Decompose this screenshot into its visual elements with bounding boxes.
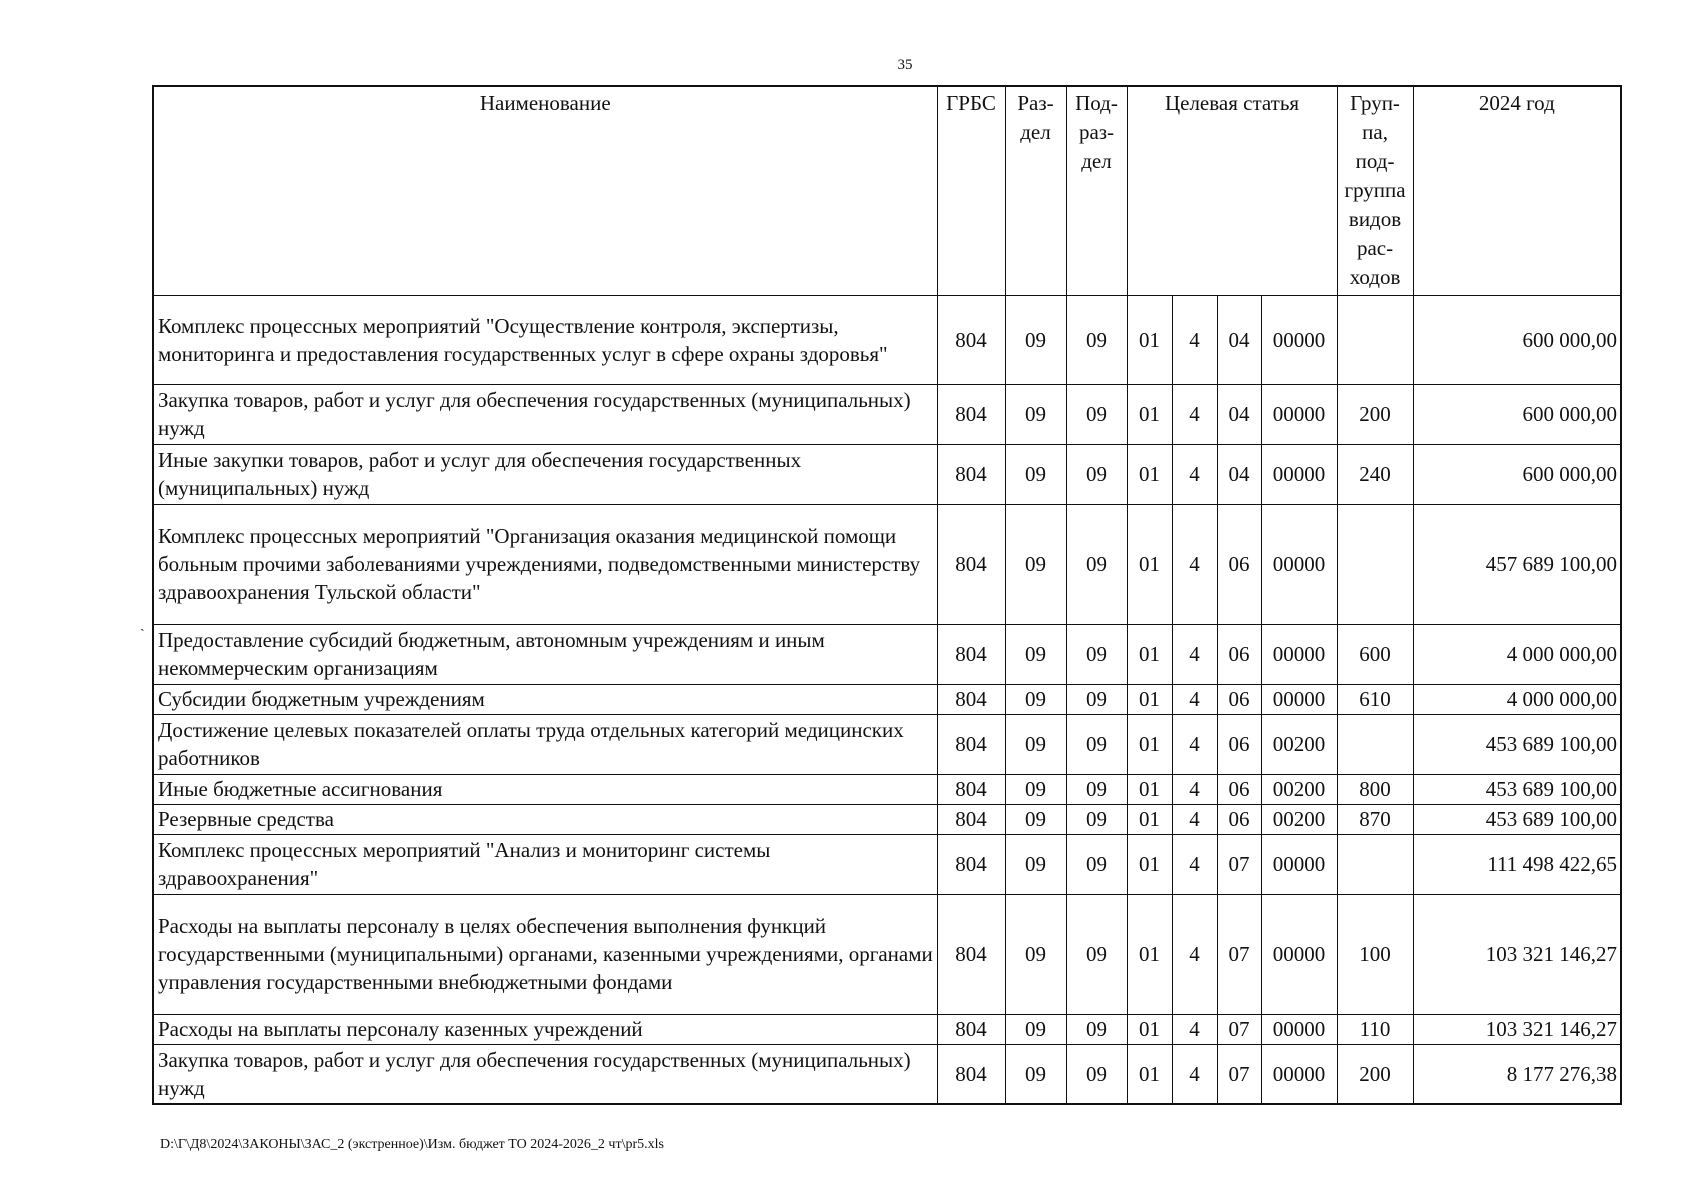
row-expense-group: 200	[1337, 1044, 1413, 1104]
row-target-type: 4	[1172, 1044, 1217, 1104]
row-section: 09	[1005, 504, 1066, 624]
row-expense-group: 200	[1337, 384, 1413, 444]
row-expense-group: 110	[1337, 1014, 1413, 1044]
row-section: 09	[1005, 774, 1066, 804]
row-target-program: 01	[1127, 774, 1172, 804]
row-target-type: 4	[1172, 1014, 1217, 1044]
row-name: Субсидии бюджетным учреждениям	[153, 684, 937, 714]
row-target-direction: 00000	[1261, 894, 1337, 1014]
row-target-complex: 06	[1217, 714, 1261, 774]
row-target-program: 01	[1127, 684, 1172, 714]
row-section: 09	[1005, 624, 1066, 684]
row-target-complex: 07	[1217, 834, 1261, 894]
table-row	[153, 1014, 1621, 1044]
row-grbs: 804	[937, 774, 1005, 804]
row-expense-group: 240	[1337, 444, 1413, 504]
table-row	[153, 444, 1621, 504]
row-target-program: 01	[1127, 504, 1172, 624]
row-target-direction: 00000	[1261, 834, 1337, 894]
row-target-complex: 06	[1217, 684, 1261, 714]
row-expense-group: 870	[1337, 804, 1413, 834]
row-grbs: 804	[937, 624, 1005, 684]
row-amount: 600 000,00	[1413, 444, 1621, 504]
row-expense-group	[1337, 834, 1413, 894]
row-amount: 103 321 146,27	[1413, 894, 1621, 1014]
row-amount: 8 177 276,38	[1413, 1044, 1621, 1104]
row-grbs: 804	[937, 1014, 1005, 1044]
row-name: Предоставление субсидий бюджетным, автономным учреждениям и иным некоммерческим организациям	[153, 624, 937, 684]
table-row	[153, 504, 1621, 624]
row-target-complex: 06	[1217, 504, 1261, 624]
header-grbs: ГРБС	[937, 86, 1005, 295]
row-grbs: 804	[937, 684, 1005, 714]
row-section: 09	[1005, 1044, 1066, 1104]
row-amount: 600 000,00	[1413, 295, 1621, 384]
row-name: Комплекс процессных мероприятий "Анализ и мониторинг системы здравоохранения"	[153, 834, 937, 894]
row-target-type: 4	[1172, 804, 1217, 834]
row-target-program: 01	[1127, 804, 1172, 834]
row-target-direction: 00000	[1261, 295, 1337, 384]
row-target-type: 4	[1172, 684, 1217, 714]
row-amount: 4 000 000,00	[1413, 684, 1621, 714]
row-target-direction: 00000	[1261, 1014, 1337, 1044]
table-row	[153, 804, 1621, 834]
row-name: Иные закупки товаров, работ и услуг для обеспечения государственных (муниципальных) нужд	[153, 444, 937, 504]
row-target-program: 01	[1127, 624, 1172, 684]
row-section: 09	[1005, 804, 1066, 834]
row-target-direction: 00000	[1261, 684, 1337, 714]
row-amount: 103 321 146,27	[1413, 1014, 1621, 1044]
row-target-complex: 06	[1217, 774, 1261, 804]
row-target-program: 01	[1127, 444, 1172, 504]
table-row	[153, 1044, 1621, 1104]
row-section: 09	[1005, 384, 1066, 444]
table-row	[153, 384, 1621, 444]
footer-file-path: D:\Г\Д8\2024\ЗАКОНЫ\ЗАС_2 (экстренное)\Изм. бюджет ТО 2024-2026_2 чт\pr5.xls	[160, 1137, 664, 1152]
row-target-direction: 00000	[1261, 504, 1337, 624]
table-row	[153, 624, 1621, 684]
row-amount: 4 000 000,00	[1413, 624, 1621, 684]
row-amount: 453 689 100,00	[1413, 714, 1621, 774]
table-row	[153, 834, 1621, 894]
row-target-direction: 00000	[1261, 624, 1337, 684]
row-expense-group	[1337, 295, 1413, 384]
row-target-complex: 06	[1217, 804, 1261, 834]
row-target-type: 4	[1172, 714, 1217, 774]
page-number: 35	[897, 57, 913, 73]
row-target-direction: 00200	[1261, 774, 1337, 804]
header-name: Наименование	[153, 86, 937, 295]
row-target-program: 01	[1127, 295, 1172, 384]
row-target-direction: 00000	[1261, 444, 1337, 504]
row-subsection: 09	[1066, 384, 1127, 444]
row-amount: 111 498 422,65	[1413, 834, 1621, 894]
row-target-type: 4	[1172, 444, 1217, 504]
row-amount: 453 689 100,00	[1413, 804, 1621, 834]
row-grbs: 804	[937, 444, 1005, 504]
table-row	[153, 714, 1621, 774]
row-target-complex: 04	[1217, 384, 1261, 444]
row-target-type: 4	[1172, 774, 1217, 804]
row-name: Достижение целевых показателей оплаты труда отдельных категорий медицинских работников	[153, 714, 937, 774]
row-name: Расходы на выплаты персоналу казенных учреждений	[153, 1014, 937, 1044]
row-grbs: 804	[937, 295, 1005, 384]
row-target-complex: 07	[1217, 1014, 1261, 1044]
row-target-complex: 04	[1217, 444, 1261, 504]
table-header-row	[153, 86, 1621, 295]
row-grbs: 804	[937, 834, 1005, 894]
row-expense-group	[1337, 504, 1413, 624]
row-subsection: 09	[1066, 804, 1127, 834]
row-target-direction: 00000	[1261, 1044, 1337, 1104]
row-target-program: 01	[1127, 1014, 1172, 1044]
header-section: Раз- дел	[1005, 86, 1066, 295]
row-expense-group	[1337, 714, 1413, 774]
row-target-program: 01	[1127, 714, 1172, 774]
row-target-direction: 00200	[1261, 804, 1337, 834]
table-row	[153, 684, 1621, 714]
table-row	[153, 894, 1621, 1014]
row-subsection: 09	[1066, 834, 1127, 894]
row-target-complex: 07	[1217, 1044, 1261, 1104]
header-year: 2024 год	[1413, 86, 1621, 295]
row-grbs: 804	[937, 504, 1005, 624]
row-target-direction: 00200	[1261, 714, 1337, 774]
row-target-type: 4	[1172, 295, 1217, 384]
row-target-program: 01	[1127, 894, 1172, 1014]
row-name: Закупка товаров, работ и услуг для обеспечения государственных (муниципальных) нужд	[153, 384, 937, 444]
row-target-type: 4	[1172, 894, 1217, 1014]
row-section: 09	[1005, 894, 1066, 1014]
table-row	[153, 295, 1621, 384]
row-name: Закупка товаров, работ и услуг для обеспечения государственных (муниципальных) нужд	[153, 1044, 937, 1104]
row-target-program: 01	[1127, 1044, 1172, 1104]
row-section: 09	[1005, 834, 1066, 894]
row-subsection: 09	[1066, 295, 1127, 384]
row-section: 09	[1005, 714, 1066, 774]
row-name: Комплекс процессных мероприятий "Осуществление контроля, экспертизы, мониторинга и предоставления государственных услуг в сфере охраны здоровья"	[153, 295, 937, 384]
row-target-complex: 04	[1217, 295, 1261, 384]
row-subsection: 09	[1066, 624, 1127, 684]
budget-table	[152, 85, 1622, 1105]
row-target-type: 4	[1172, 504, 1217, 624]
row-grbs: 804	[937, 804, 1005, 834]
row-section: 09	[1005, 444, 1066, 504]
row-grbs: 804	[937, 714, 1005, 774]
row-grbs: 804	[937, 384, 1005, 444]
row-target-complex: 07	[1217, 894, 1261, 1014]
row-section: 09	[1005, 1014, 1066, 1044]
row-section: 09	[1005, 295, 1066, 384]
row-subsection: 09	[1066, 684, 1127, 714]
header-subsection: Под- раз- дел	[1066, 86, 1127, 295]
row-target-type: 4	[1172, 384, 1217, 444]
row-name: Иные бюджетные ассигнования	[153, 774, 937, 804]
stray-mark: ˏ	[140, 617, 145, 632]
row-subsection: 09	[1066, 504, 1127, 624]
row-subsection: 09	[1066, 1014, 1127, 1044]
row-target-direction: 00000	[1261, 384, 1337, 444]
row-grbs: 804	[937, 1044, 1005, 1104]
row-subsection: 09	[1066, 894, 1127, 1014]
header-target-article: Целевая статья	[1127, 86, 1337, 295]
row-subsection: 09	[1066, 774, 1127, 804]
row-subsection: 09	[1066, 1044, 1127, 1104]
row-amount: 457 689 100,00	[1413, 504, 1621, 624]
row-name: Комплекс процессных мероприятий "Организация оказания медицинской помощи больным прочими заболеваниями учреждениями, подведомственными министерству здравоохранения Тульской области"	[153, 504, 937, 624]
row-expense-group: 600	[1337, 624, 1413, 684]
row-expense-group: 800	[1337, 774, 1413, 804]
row-expense-group: 610	[1337, 684, 1413, 714]
table-body	[153, 295, 1621, 1104]
row-expense-group: 100	[1337, 894, 1413, 1014]
row-subsection: 09	[1066, 444, 1127, 504]
row-name: Расходы на выплаты персоналу в целях обеспечения выполнения функций государственными (муниципальными) органами, казенными учреждениями, органами управления государственными внебюджетными фондами	[153, 894, 937, 1014]
row-target-program: 01	[1127, 384, 1172, 444]
row-section: 09	[1005, 684, 1066, 714]
row-amount: 453 689 100,00	[1413, 774, 1621, 804]
row-amount: 600 000,00	[1413, 384, 1621, 444]
row-grbs: 804	[937, 894, 1005, 1014]
header-expense-group: Груп- па, под- группа видов рас- ходов	[1337, 86, 1413, 295]
row-target-program: 01	[1127, 834, 1172, 894]
row-name: Резервные средства	[153, 804, 937, 834]
row-target-type: 4	[1172, 624, 1217, 684]
table-row	[153, 774, 1621, 804]
row-target-complex: 06	[1217, 624, 1261, 684]
row-target-type: 4	[1172, 834, 1217, 894]
row-subsection: 09	[1066, 714, 1127, 774]
